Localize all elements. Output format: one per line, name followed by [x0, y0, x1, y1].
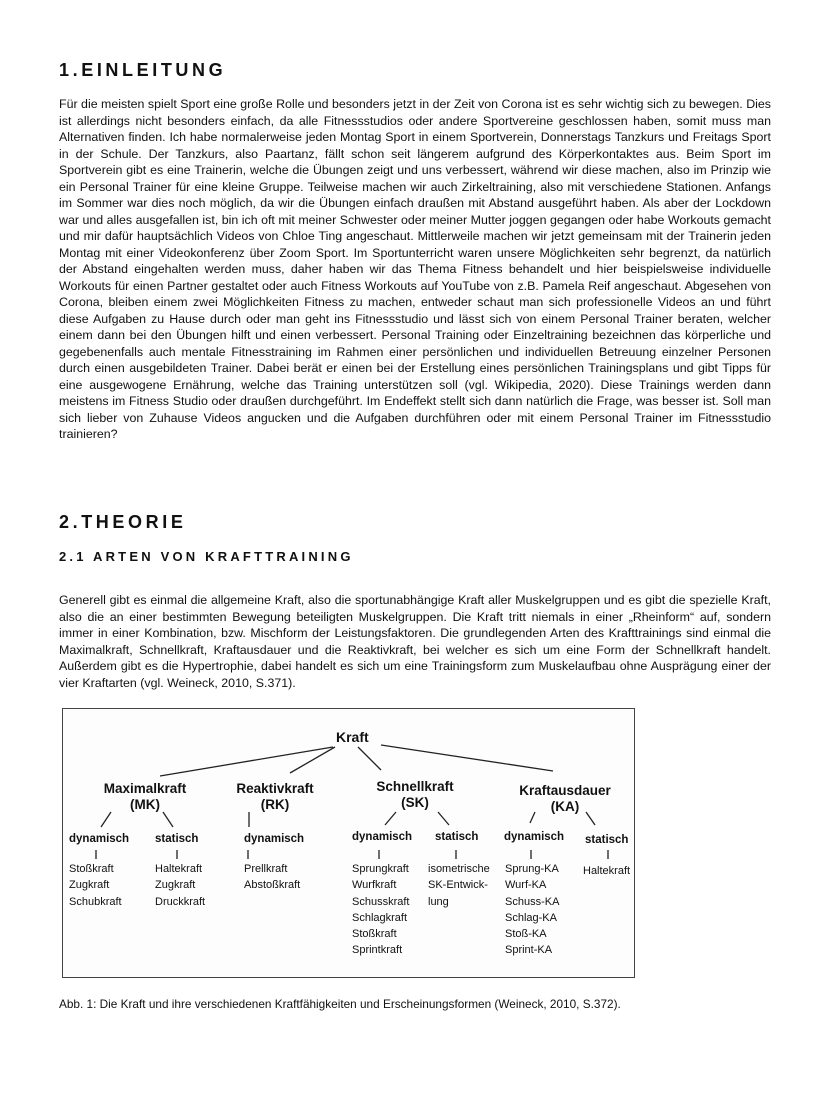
subsection-heading-krafttraining: 2.1 ARTEN VON KRAFTTRAINING — [59, 549, 354, 564]
item-list — [505, 861, 559, 959]
sub-label: dynamisch — [69, 833, 130, 845]
category-name: Reaktivkraft — [236, 781, 314, 796]
item-list — [244, 861, 300, 894]
category-schnellkraft — [365, 779, 465, 811]
list-item: Sprintkraft — [352, 944, 403, 957]
sub-label: dynamisch — [352, 831, 413, 843]
connector-line — [160, 747, 333, 776]
category-name: Kraftausdauer — [519, 783, 611, 798]
list-item: Stoßkraft — [69, 863, 114, 875]
category-maximalkraft — [90, 781, 200, 813]
theory-paragraph: Generell gibt es einmal die allgemeine Kraft, also die sportunabhängige Kraft aller Muskelgruppen und es gibt die spezielle Kraft, also die an einer bestimmten Bewegung beteiligten Muskelgruppen. Die Kraft tritt niemals in einer „Rheinform“ auf, sondern immer in einer Kombination, bzw. Mischform der Leistungsfaktoren. Die grundlegenden Arten des Krafttrainings sind einmal die Maximalkraft, Schnellkraft, Kraftausdauer und die Reaktivkraft, bei welcher es sich um eine Form der Schnellkraft handelt. Außerdem gibt es die Hypertrophie, dabei handelt es sich um eine Trainingsform zum Muskelaufbau ohne Ausprägung einer der vier Kraftarten (vgl. Weineck, 2010, S.371). — [59, 593, 771, 690]
list-item: SK-Entwick- — [428, 879, 488, 892]
sub-label: dynamisch — [504, 831, 565, 843]
list-item: Sprungkraft — [352, 863, 409, 875]
list-item: lung — [428, 895, 449, 908]
list-item: Wurf-KA — [505, 879, 547, 892]
category-abbr: (RK) — [260, 797, 290, 812]
intro-paragraph: Für die meisten spielt Sport eine große Rolle und besonders jetzt in der Zeit von Corona ist es sehr wichtig sich zu bewegen. Dies ist allerdings nicht besonders einfach, da alle Fitnessstudios oder andere Sportvereine geschlossen haben, somit muss man Alternativen finden. Ich habe normalerweise jeden Montag Sport in einem Sportverein, Donnerstags Tanzkurs und Freitags Sport in der Schule. Der Tanzkurs, also Paartanz, fällt schon seit längerem aufgrund des Körperkontaktes aus. Beim Sport im Sportverein gibt es eine Trainerin, welche die Übungen zeigt und uns verbessert, während wir diese machen, also im Prinzip wie ein Personal Trainer für eine kleine Gruppe. Teilweise machen wir auch Zirkeltraining, also mit verschiedene Stationen. Anfangs im Sommer war dies noch möglich, da wir die Übungen einfach draußen mit Abstand ausgeführt haben. Als aber der Lockdown war und alles ausgefallen ist, bin ich oft mit meiner Schwester oder meiner Mutter joggen gegangen oder habe Workouts gemacht und mir dafür hauptsächlich Videos von Chloe Ting angeschaut. Mittlerweile machen wir jetzt gemeinsam mit der Trainerin jeden Montag mit einer Videokonferenz über Zoom Sport. Im Sportunterricht waren unsere Möglichkeiten sehr begrenzt, da natürlich der Abstand eingehalten werden muss, daher haben wir das Thema Fitness behandelt und hier beispielsweise individuelle Workouts für einen Partner gestaltet oder auch Fitness Workouts auf YouTube von z.B. Pamela Reif angeschaut. Abgesehen von Corona, bleiben einem zwei Möglichkeiten Fitness zu machen, entweder schaut man sich professionelle Videos an und führt diese Aufgaben zu Hause durch oder man geht ins Fitnessstudio und lässt sich von einem Personal Trainer beraten, welcher einem dann bei den Übungen hilft und einen verbessert. Personal Training oder Einzeltraining bezeichnen das körperliche und gegebenenfalls auch mentale Fitnesstraining im Rahmen einer persönlichen und individuellen Betreuung einzelner Personen durch einen ausgebildeten Trainer. Dabei berät er einen bei der Erstellung eines persönlichen Trainingsplans und gibt Tipps für eine ausgewogene Ernährung, welche das Training unterstützen soll (vgl. Wikipedia, 2020). Diese Trainings werden dann meistens im Fitness Studio oder draußen durchgeführt. Im Endeffekt stellt sich dann natürlich die Frage, was besser ist. Soll man sich lieber von Zuhause Videos angucken und die Aufgaben durchführen oder mit einem Personal Trainer im Fitnessstudio trainieren? — [59, 97, 771, 441]
list-item: Wurfkraft — [352, 879, 397, 892]
list-item: Haltekraft — [583, 865, 631, 877]
list-item: Sprung-KA — [505, 863, 559, 875]
list-item: Abstoßkraft — [244, 879, 301, 892]
item-list — [155, 861, 205, 910]
diagram-root-label: Kraft — [336, 729, 369, 745]
figure-caption: Abb. 1: Die Kraft und ihre verschiedenen Kraftfähigkeiten und Erscheinungsformen (Weineck, 2010, S.372). — [59, 997, 621, 1011]
list-item: Haltekraft — [155, 863, 203, 875]
section-heading-einleitung: 1.EINLEITUNG — [59, 60, 227, 80]
item-list — [428, 861, 490, 910]
category-abbr: (KA) — [550, 799, 580, 814]
list-item: Schusskraft — [352, 895, 410, 908]
connector-line — [358, 747, 381, 770]
list-item: Stoß-KA — [505, 928, 547, 941]
list-item: Schlag-KA — [505, 911, 557, 924]
list-item: isometrische — [428, 863, 490, 875]
kraft-diagram — [62, 708, 635, 978]
section-heading-theorie: 2.THEORIE — [59, 512, 187, 532]
list-item: Stoßkraft — [352, 928, 397, 941]
category-kraftausdauer — [510, 783, 620, 815]
connector-line — [438, 812, 449, 825]
list-item: Prellkraft — [244, 863, 288, 875]
category-name: Schnellkraft — [376, 779, 454, 794]
list-item: Druckkraft — [155, 895, 206, 908]
item-list — [69, 861, 122, 910]
item-list — [352, 861, 409, 959]
sub-label: statisch — [155, 833, 199, 845]
category-name: Maximalkraft — [103, 781, 187, 796]
list-item: Zugkraft — [69, 879, 110, 892]
category-abbr: (MK) — [130, 797, 160, 812]
list-item: Schubkraft — [69, 895, 122, 908]
connector-line — [101, 812, 111, 827]
sub-label: statisch — [435, 831, 479, 843]
connector-line — [163, 812, 173, 827]
sub-label: statisch — [585, 834, 629, 846]
list-item: Sprint-KA — [505, 944, 553, 957]
connector-line — [385, 812, 396, 825]
list-item: Zugkraft — [155, 879, 196, 892]
item-list — [583, 863, 630, 879]
category-reaktivkraft — [225, 781, 325, 813]
sub-label: dynamisch — [244, 833, 305, 845]
list-item: Schlagkraft — [352, 911, 408, 924]
category-abbr: (SK) — [401, 795, 429, 810]
list-item: Schuss-KA — [505, 895, 560, 908]
connector-line — [381, 745, 553, 771]
